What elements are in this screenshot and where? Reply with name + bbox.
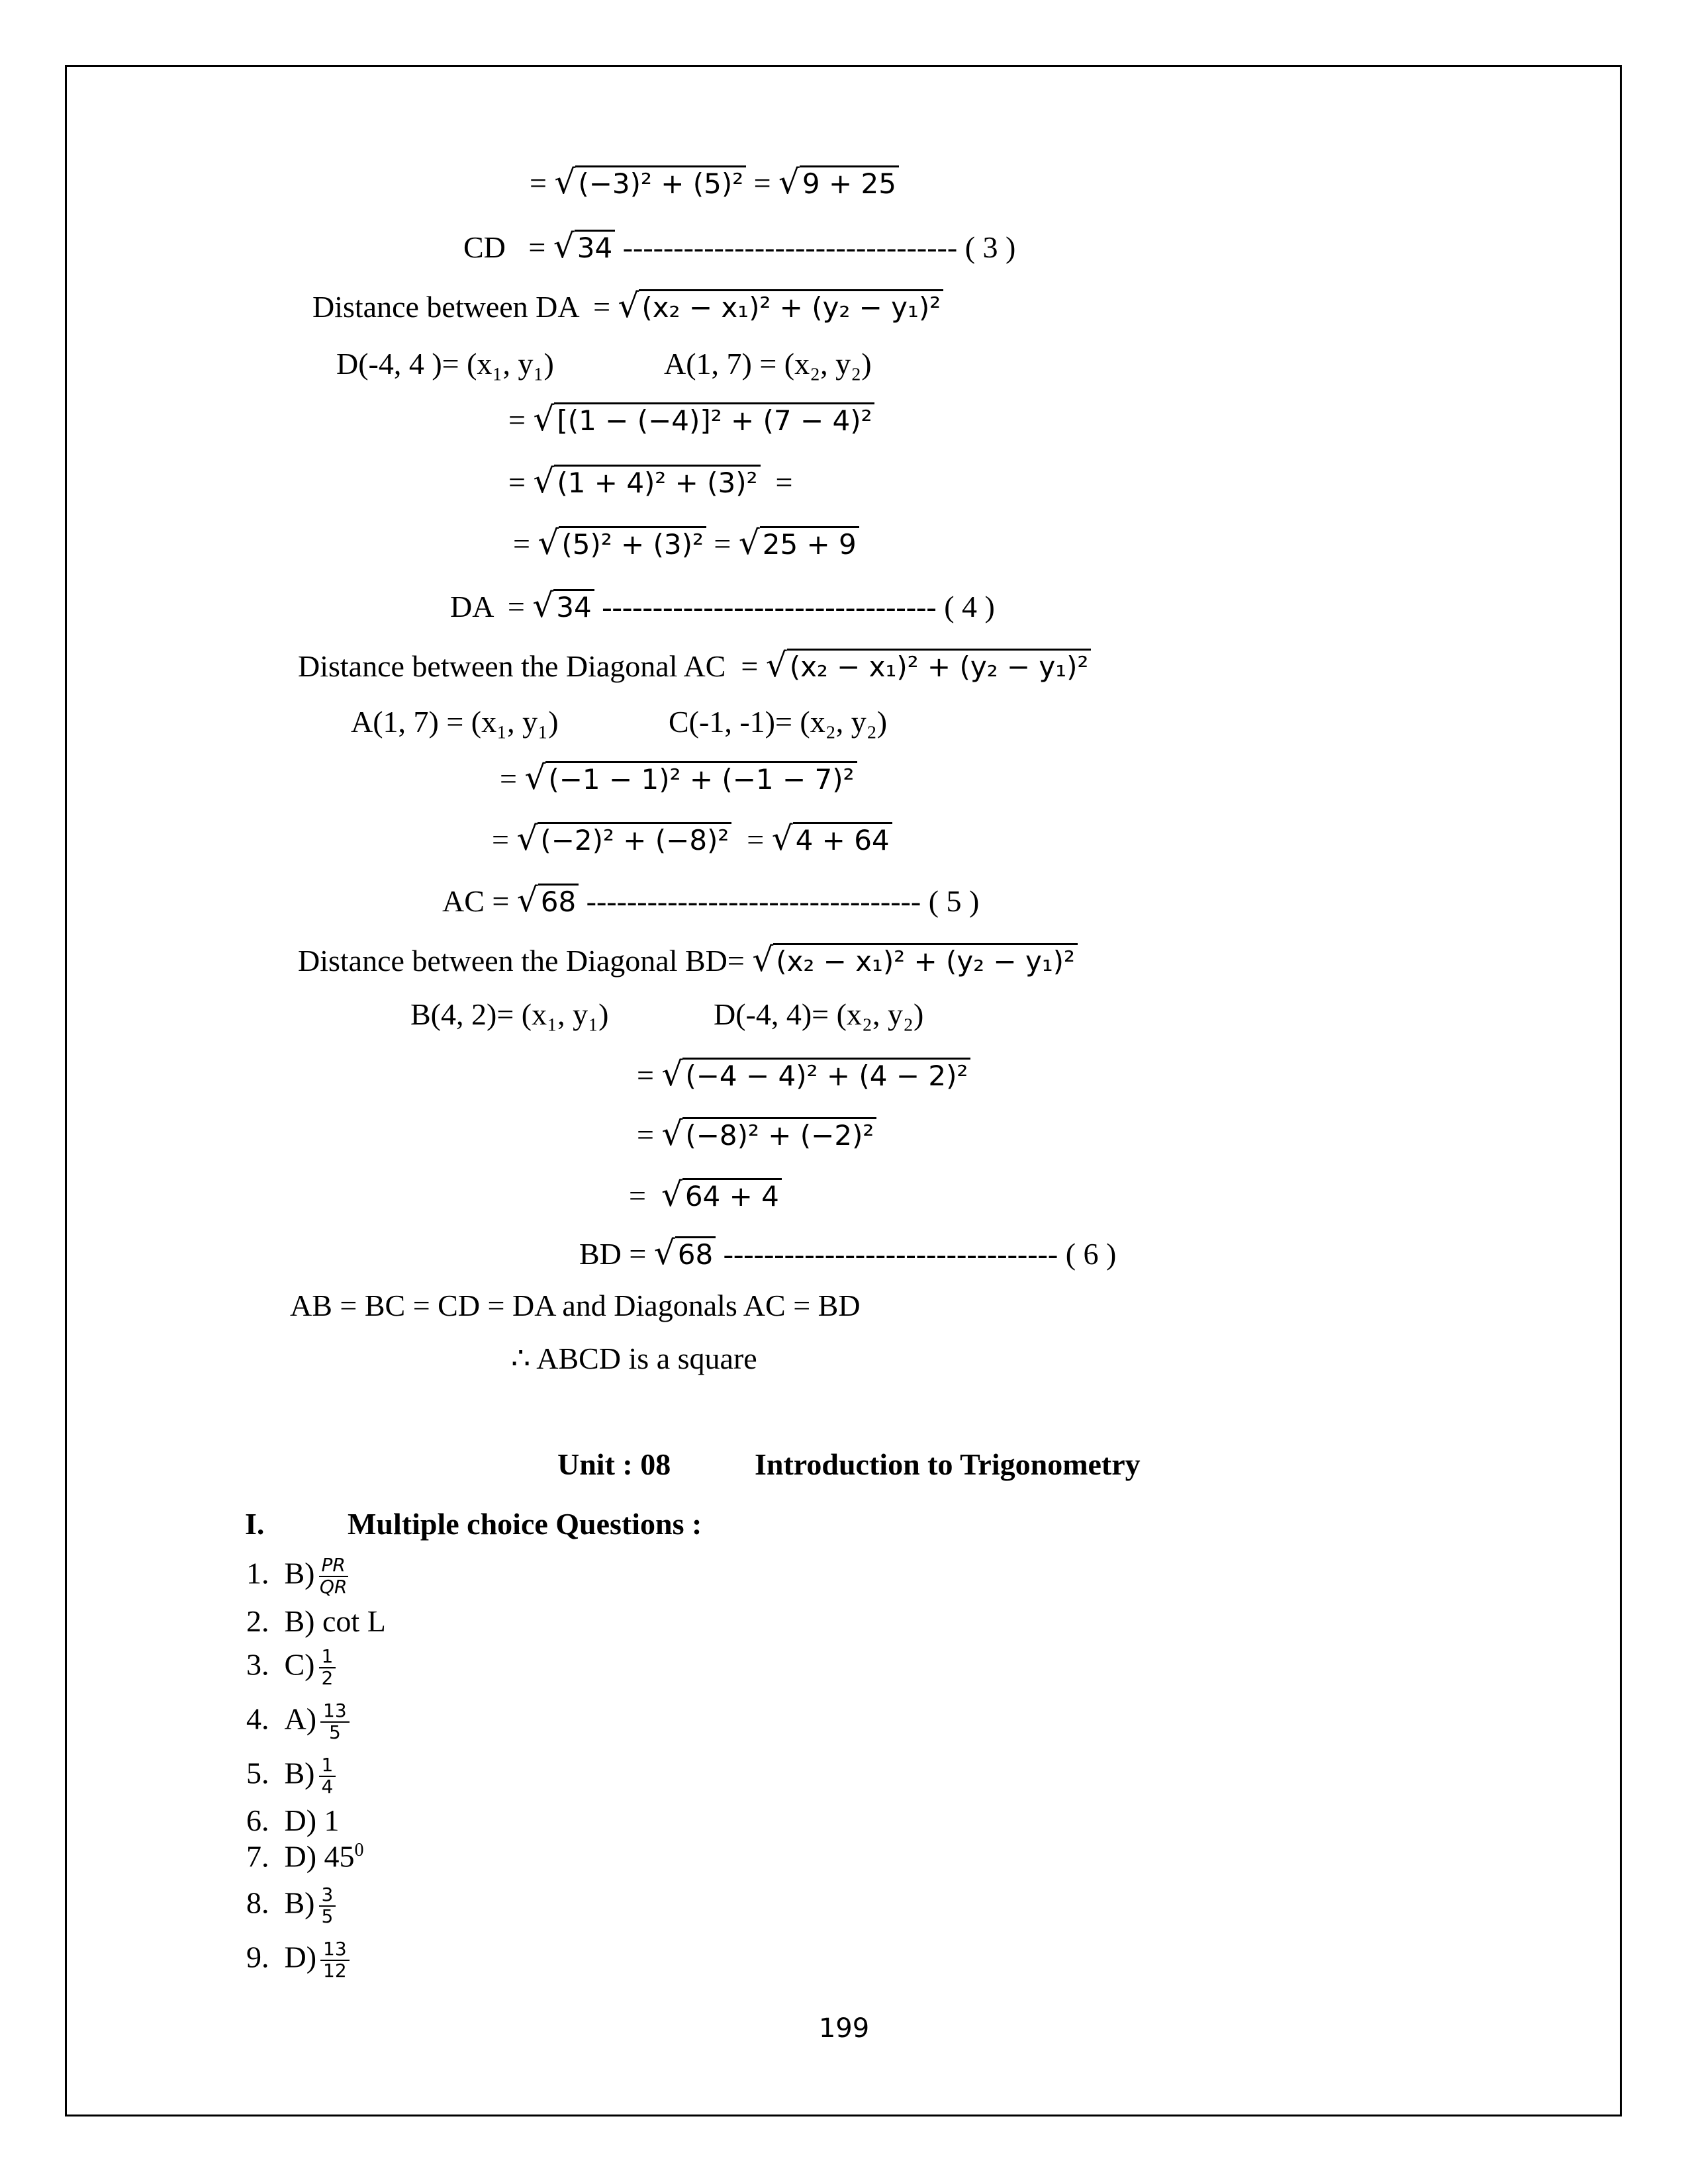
answer-option: C) <box>284 1647 315 1682</box>
unit-title: Introduction to Trigonometry <box>755 1447 1141 1481</box>
item-number: 2. <box>246 1604 269 1638</box>
segment-label: CD <box>463 230 506 264</box>
answer-option: B) <box>284 1886 315 1920</box>
mcq-item <box>246 1885 336 1927</box>
point-c-coordinates: C(-1, -1)= (x₂, y₂) <box>669 705 888 739</box>
sqrt-expression: √(5)² + (3)² <box>538 526 706 559</box>
dash-leader: --------------------------------- <box>586 884 921 918</box>
mcq-item <box>246 1606 386 1637</box>
dash-leader: --------------------------------- <box>622 230 958 264</box>
answer-option: D) <box>284 1940 317 1974</box>
sqrt-expression: √(1 + 4)² + (3)² <box>533 465 760 498</box>
answer-fraction: $\frac{PR}{QR}$ <box>319 1554 348 1598</box>
sqrt-expression: √68 <box>517 884 579 917</box>
sqrt-expression: √25 + 9 <box>739 526 859 559</box>
point-d-coordinates: D(-4, 4 )= (x₁, y₁) <box>336 347 554 381</box>
segment-label: BD = <box>579 1237 647 1271</box>
bd-step3-line: = √64 + 4 <box>629 1178 782 1211</box>
item-number: 5. <box>246 1756 269 1790</box>
mcq-item <box>246 1841 364 1872</box>
answer-option: D) 45 <box>284 1839 355 1874</box>
item-number: 4. <box>246 1702 269 1736</box>
bd-step2-line: = √(−8)² + (−2)² <box>637 1117 876 1150</box>
answer-fraction: $\frac{1}{2}$ <box>319 1647 336 1689</box>
mcq-item <box>246 1755 336 1797</box>
distance-formula: √(x₂ − x₁)² + (y₂ − y₁)² <box>752 943 1078 976</box>
da-step2-line: = √(1 + 4)² + (3)² = <box>508 462 793 500</box>
sqrt-expression: √64 + 4 <box>661 1178 782 1211</box>
distance-formula: √(x₂ − x₁)² + (y₂ − y₁)² <box>618 289 944 322</box>
sqrt-expression: √(−3)² + (5)² <box>554 165 746 199</box>
da-header-line: Distance between DA = √(x₂ − x₁)² + (y₂ − y₁)² <box>312 289 943 322</box>
item-number: 7. <box>246 1839 269 1874</box>
mcq-item <box>246 1939 350 1981</box>
cd-result-line: CD = √34 --------------------------------- ( 3 ) <box>463 227 1016 265</box>
sqrt-expression: √[(1 − (−4)]² + (7 − 4)² <box>533 402 874 435</box>
ac-step2-line: = √(−2)² + (−8)² = √4 + 64 <box>492 822 892 855</box>
sqrt-expression: √34 <box>532 589 594 622</box>
mcq-item <box>246 1555 348 1598</box>
item-number: 1. <box>246 1556 269 1590</box>
item-number: 3. <box>246 1647 269 1682</box>
equals-sign: = <box>753 166 771 200</box>
section-numeral: I. <box>245 1507 265 1541</box>
conclusion-square: ∴ ABCD is a square <box>511 1342 757 1375</box>
da-step1-line: = √[(1 − (−4)]² + (7 − 4)² <box>508 402 874 435</box>
sqrt-expression: √9 + 25 <box>778 165 899 199</box>
answer-fraction: $\frac{3}{5}$ <box>319 1885 336 1927</box>
mcq-item <box>246 1647 336 1689</box>
ac-result-line <box>442 881 980 919</box>
segment-label: AC = <box>442 884 510 918</box>
degree-superscript: 0 <box>354 1840 364 1860</box>
equation-number: ( 5 ) <box>928 884 980 918</box>
equation-number: ( 6 ) <box>1065 1237 1117 1271</box>
sqrt-expression: √(−1 − 1)² + (−1 − 7)² <box>524 761 857 794</box>
answer-fraction: $\frac{13}{12}$ <box>320 1939 350 1981</box>
equation-number: ( 4 ) <box>944 590 995 623</box>
point-a-coordinates: A(1, 7) = (x₂, y₂) <box>664 347 872 381</box>
bd-header-line <box>298 940 1078 979</box>
conclusion-equal-sides: AB = BC = CD = DA and Diagonals AC = BD <box>290 1289 861 1322</box>
point-b-coordinates: B(4, 2)= (x₁, y₁) <box>410 997 609 1031</box>
distance-heading: Distance between the Diagonal BD= <box>298 944 745 978</box>
distance-heading: Distance between the Diagonal AC <box>298 649 726 683</box>
distance-formula: √(x₂ − x₁)² + (y₂ − y₁)² <box>766 649 1092 682</box>
point-a-coordinates: A(1, 7) = (x₁, y₁) <box>351 705 559 739</box>
sqrt-expression: √(−4 − 4)² + (4 − 2)² <box>661 1058 970 1091</box>
answer-fraction: $\frac{1}{4}$ <box>319 1755 336 1797</box>
dash-leader: --------------------------------- <box>602 590 937 623</box>
answer-option: B) cot L <box>284 1604 386 1638</box>
mcq-item <box>246 1805 340 1836</box>
cd-expand-line <box>530 165 899 199</box>
sqrt-expression: √(−8)² + (−2)² <box>661 1117 876 1150</box>
sqrt-expression: √34 <box>553 230 615 263</box>
page-number: 199 <box>818 2013 870 2044</box>
answer-option: B) <box>284 1556 315 1590</box>
da-result-line: DA = √34 --------------------------------- ( 4 ) <box>450 586 995 625</box>
unit-number: Unit : 08 <box>557 1447 671 1481</box>
item-number: 8. <box>246 1886 269 1920</box>
sqrt-expression: √4 + 64 <box>772 822 892 855</box>
point-d-coordinates: D(-4, 4)= (x₂, y₂) <box>714 997 924 1031</box>
equals-sign: = <box>530 166 547 200</box>
dash-leader: --------------------------------- <box>723 1237 1058 1271</box>
sqrt-expression: √(−2)² + (−8)² <box>516 822 731 855</box>
item-number: 9. <box>246 1940 269 1974</box>
answer-option: D) 1 <box>284 1803 340 1837</box>
bd-step1-line: = √(−4 − 4)² + (4 − 2)² <box>637 1058 970 1091</box>
bd-result-line <box>579 1234 1117 1272</box>
sqrt-expression: √68 <box>654 1236 716 1269</box>
answer-fraction: $\frac{13}{5}$ <box>320 1701 350 1743</box>
ac-header-line: Distance between the Diagonal AC = √(x₂ − x₁)² + (y₂ − y₁)² <box>298 649 1091 682</box>
item-number: 6. <box>246 1803 269 1837</box>
segment-label: DA <box>450 590 492 623</box>
da-step3-line: = √(5)² + (3)² = √25 + 9 <box>513 526 859 559</box>
answer-option: B) <box>284 1756 315 1790</box>
mcq-item <box>246 1701 350 1743</box>
equation-number: ( 3 ) <box>964 230 1016 264</box>
answer-option: A) <box>284 1702 317 1736</box>
ac-step1-line: = √(−1 − 1)² + (−1 − 7)² <box>500 761 857 794</box>
section-title: Multiple choice Questions : <box>348 1507 702 1541</box>
distance-heading: Distance between DA <box>312 290 579 324</box>
